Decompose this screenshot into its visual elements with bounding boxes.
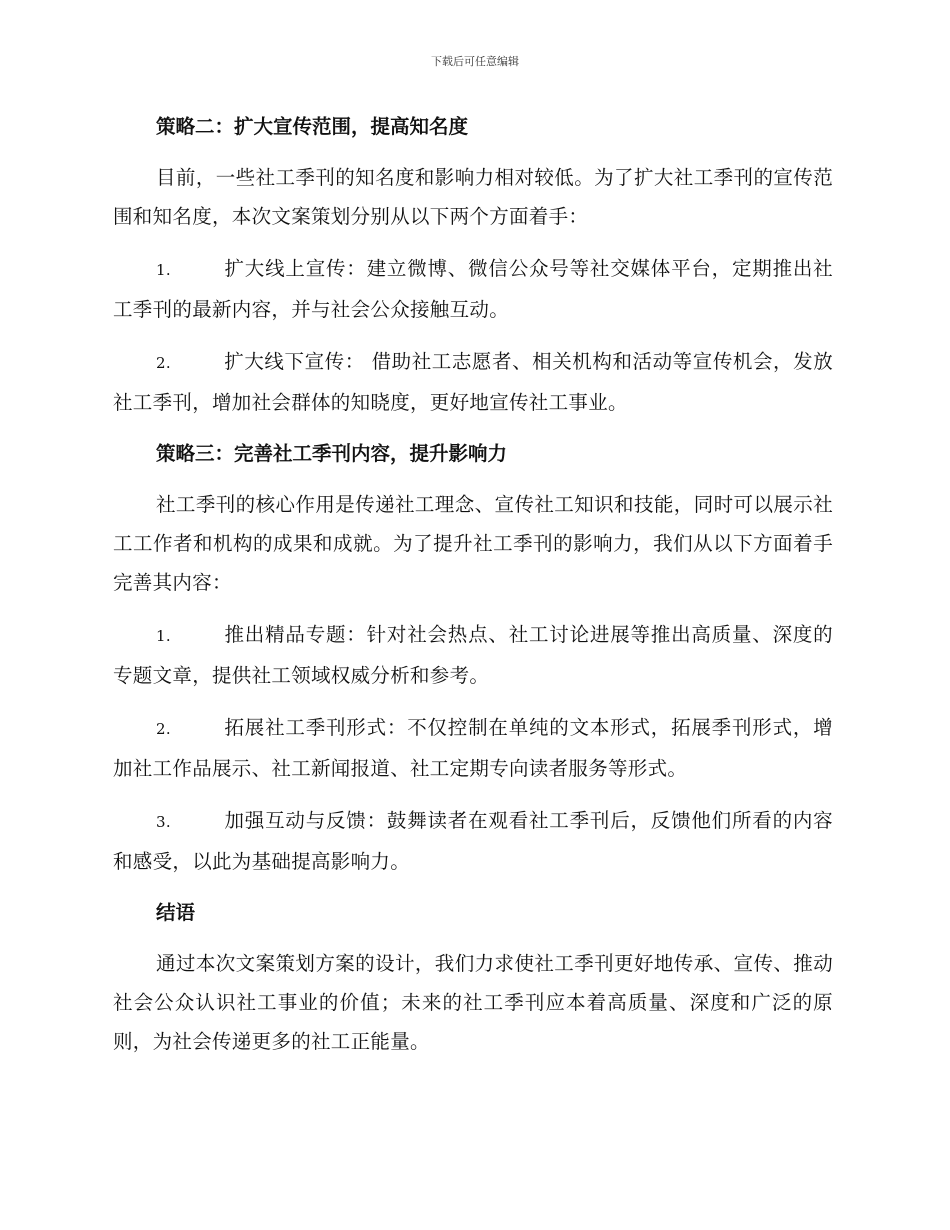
list-item — [113, 708, 833, 788]
list-item — [113, 615, 833, 695]
page-header: 下载后可任意编辑 — [431, 55, 519, 68]
list-item-number: 3. — [156, 813, 171, 831]
document-body — [113, 108, 833, 1074]
list-item-text: 扩大线下宣传： 借助社工志愿者、相关机构和活动等宣传机会，发放社工季刊，增加社会群体的知晓度，更好地宣传社工事业。 — [113, 350, 833, 414]
list-item — [113, 342, 833, 422]
list-item-text: 推出精品专题：针对社会热点、社工讨论进展等推出高质量、深度的专题文章，提供社工领域权威分析和参考。 — [113, 623, 833, 687]
section-heading-conclusion: 结语 — [156, 901, 196, 924]
list-item — [113, 249, 833, 329]
list-item-text: 加强互动与反馈：鼓舞读者在观看社工季刊后，反馈他们所看的内容和感受，以此为基础提高影响力。 — [113, 809, 833, 873]
section-paragraph: 通过本次文案策划方案的设计，我们力求使社工季刊更好地传承、宣传、推动社会公众认识社工事业的价值；未来的社工季刊应本着高质量、深度和广泛的原则，为社会传递更多的社工正能量。 — [113, 952, 833, 1053]
section-heading-strategy-3: 策略三：完善社工季刊内容，提升影响力 — [156, 442, 508, 465]
section-paragraph: 社工季刊的核心作用是传递社工理念、宣传社工知识和技能，同时可以展示社工工作者和机构的成果和成就。为了提升社工季刊的影响力，我们从以下方面着手完善其内容： — [113, 493, 833, 594]
list-item-text: 拓展社工季刊形式：不仅控制在单纯的文本形式，拓展季刊形式，增加社工作品展示、社工新闻报道、社工定期专向读者服务等形式。 — [113, 716, 833, 780]
list-item-text: 扩大线上宣传：建立微博、微信公众号等社交媒体平台，定期推出社工季刊的最新内容，并与社会公众接触互动。 — [113, 257, 833, 321]
list-item-number: 1. — [156, 261, 171, 279]
list-item-number: 1. — [156, 627, 171, 645]
section-paragraph: 目前，一些社工季刊的知名度和影响力相对较低。为了扩大社工季刊的宣传范围和知名度，本次文案策划分别从以下两个方面着手： — [113, 166, 833, 228]
list-item — [113, 801, 833, 881]
list-item-number: 2. — [156, 354, 171, 372]
list-item-number: 2. — [156, 720, 171, 738]
section-heading-strategy-2: 策略二：扩大宣传范围，提高知名度 — [156, 115, 469, 138]
